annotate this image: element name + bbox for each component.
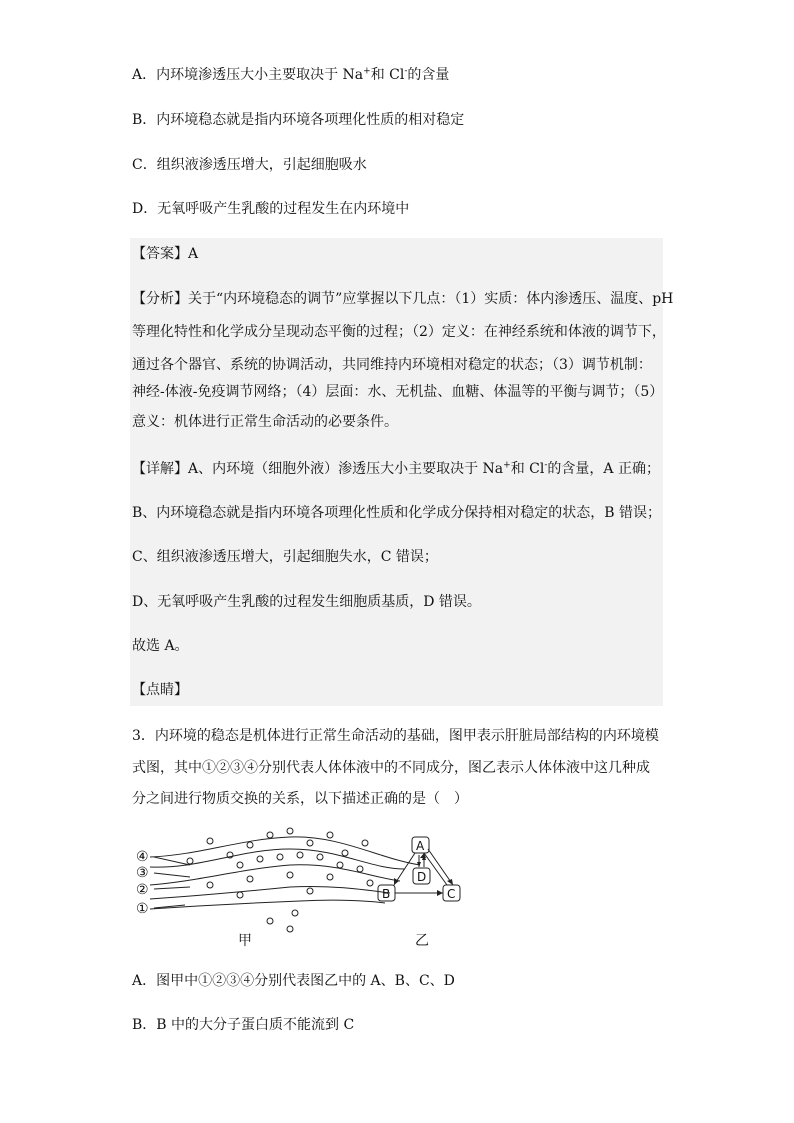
- analysis-line-4: 神经-体液-免疫调节网络；（4）层面：水、无机盐、血糖、体温等的平衡与调节；（5）: [132, 384, 664, 400]
- figures: [130, 825, 490, 959]
- caption-jia: 甲: [238, 933, 252, 949]
- analysis-line-1: 【分析】关于“内环境稳态的调节”应掌握以下几点：（1）实质：体内渗透压、温度、pH: [132, 291, 674, 307]
- node-b: B: [382, 887, 391, 901]
- comment-label: 【点睛】: [132, 682, 188, 698]
- cells: [187, 828, 373, 932]
- arrow-c-a: [424, 853, 447, 885]
- label-4: ④: [136, 849, 149, 865]
- detail-d: D、无氧呼吸产生乳酸的过程发生细胞质基质，D 错误。: [132, 594, 481, 610]
- option-q3-a: A．图甲中①②③④分别代表图乙中的 A、B、C、D: [132, 973, 455, 989]
- node-c: C: [447, 887, 456, 901]
- option-q2-c: C．组织液渗透压增大，引起细胞吸水: [132, 157, 367, 173]
- option-q2-b: B．内环境稳态就是指内环境各项理化性质的相对稳定: [132, 112, 465, 128]
- label-2: ②: [136, 882, 149, 898]
- caption-yi: 乙: [415, 933, 429, 949]
- analysis-line-5: 意义：机体进行正常生命活动的必要条件。: [132, 414, 398, 430]
- analysis-line-3: 通过各个器官、系统的协调活动，共同维持内环境相对稳定的状态；（3）调节机制：: [132, 357, 652, 373]
- detail-c: C、组织液渗透压增大，引起细胞失水，C 错误；: [132, 549, 438, 565]
- detail-b: B、内环境稳态就是指内环境各项理化性质和化学成分保持相对稳定的状态，B 错误；: [132, 505, 662, 521]
- node-d: D: [417, 870, 427, 884]
- boundary-line-0: [150, 900, 385, 909]
- detail-a: 【详解】A、内环境（细胞外液）渗透压大小主要取决于 Na+和 Cl-的含量，A 正确；: [132, 460, 660, 477]
- arrow-a-c: [428, 849, 453, 885]
- answer-label: 【答案】A: [132, 246, 199, 262]
- option-q2-a: A．内环境渗透压大小主要取决于 Na+和 Cl-的含量: [132, 66, 450, 83]
- boundary-line-4: [150, 837, 420, 865]
- choose-answer: 故选 A。: [132, 638, 189, 654]
- question-3-line-1: 3．内环境的稳态是机体进行正常生命活动的基础，图甲表示肝脏局部结构的内环境模: [132, 728, 659, 744]
- option-q3-b: B．B 中的大分子蛋白质不能流到 C: [132, 1017, 355, 1033]
- analysis-line-2: 等理化特性和化学成分呈现动态平衡的过程；（2）定义：在神经系统和体液的调节下，: [132, 324, 666, 340]
- question-3-line-2: 式图，其中①②③④分别代表人体体液中的不同成分，图乙表示人体体液中这几种成: [132, 760, 650, 776]
- boundary-line-1: [150, 886, 390, 899]
- label-1: ①: [136, 901, 149, 917]
- question-3-line-3: 分之间进行物质交换的关系，以下描述正确的是（ ）: [132, 791, 468, 807]
- option-q2-d: D．无氧呼吸产生乳酸的过程发生在内环境中: [132, 201, 410, 217]
- label-3: ③: [136, 865, 149, 881]
- figure-svg: [130, 825, 490, 955]
- node-a: A: [416, 839, 425, 853]
